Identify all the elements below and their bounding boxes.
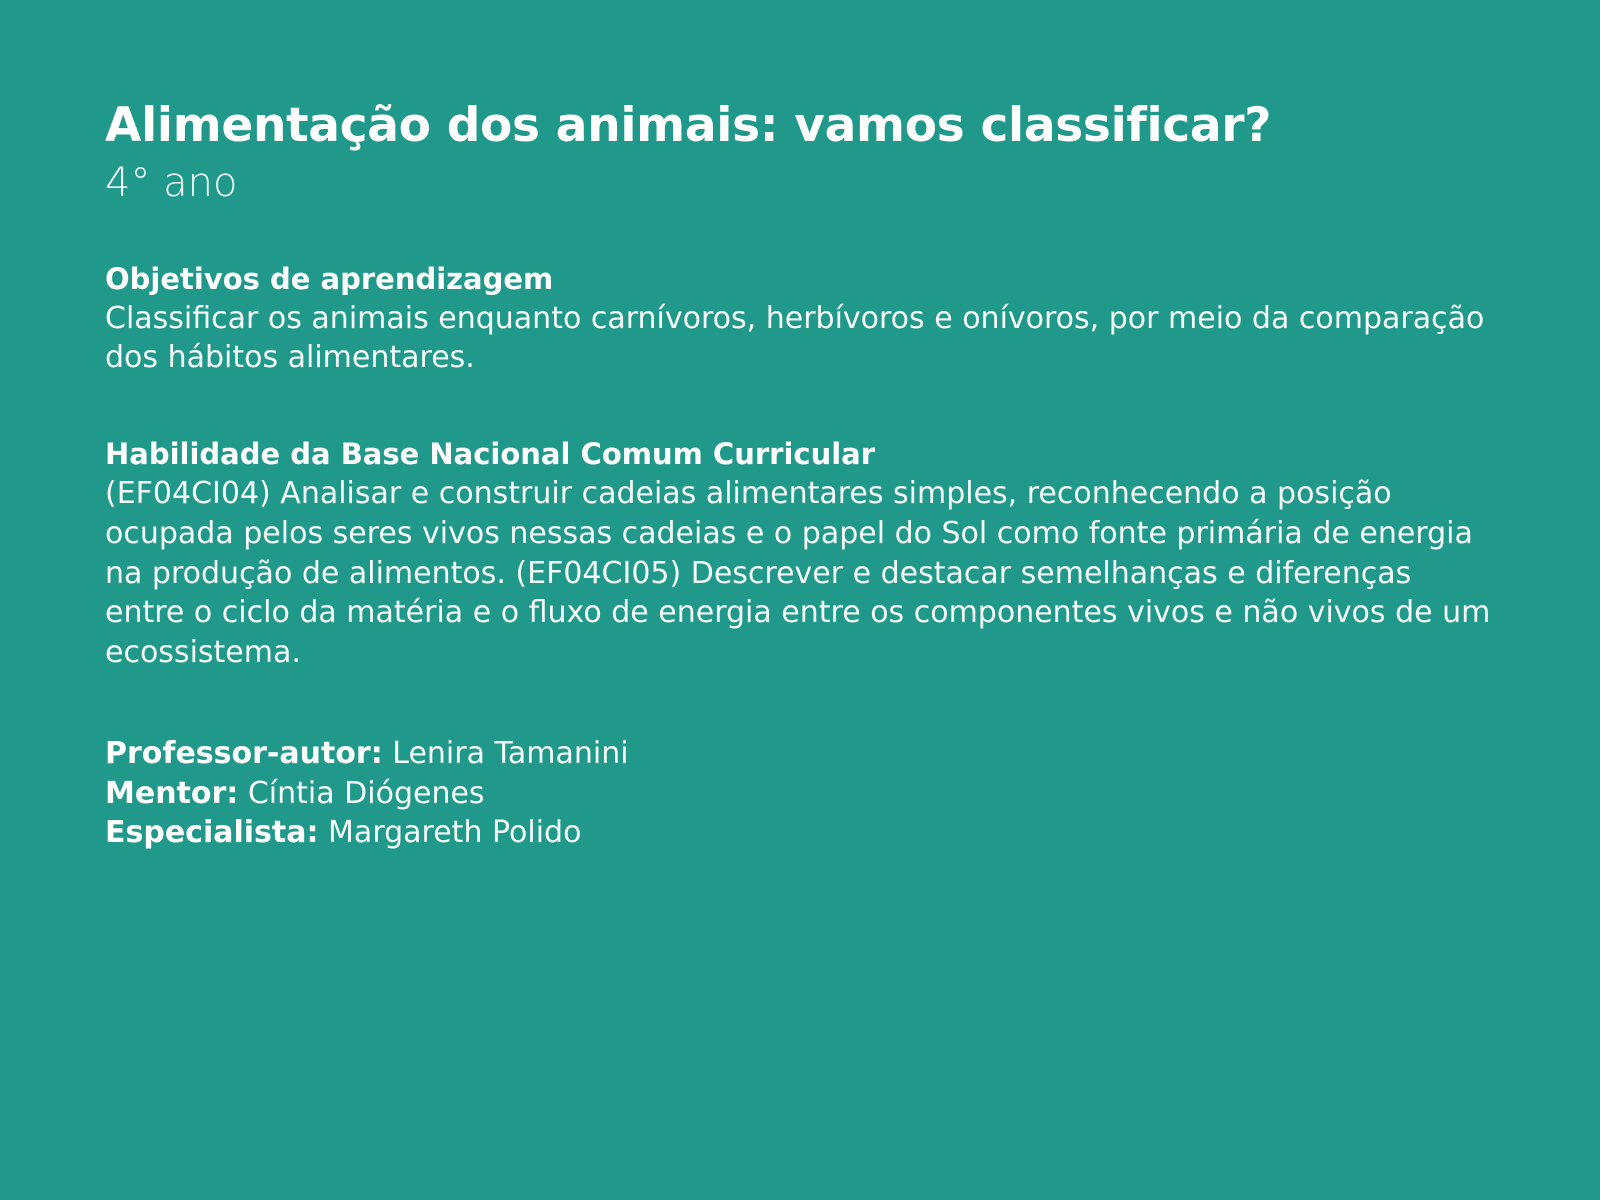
- credit-label-specialist: Especialista:: [105, 815, 319, 851]
- bncc-skill-body: (EF04CI04) Analisar e construir cadeias alimentares simples, reconhecendo a posição ocupada pelos seres vivos nessas cadeias e o papel do Sol como fonte primária de energia na produção de alimentos. (EF04CI05) Descrever e destacar semelhanças e diferenças entre o ciclo da matéria e o fluxo de energia entre os componentes vivos e não vivos de um ecossistema.: [105, 476, 1491, 670]
- learning-objectives-body: Classificar os animais enquanto carnívoros, herbívoros e onívoros, por meio da comparação dos hábitos alimentares.: [105, 300, 1485, 376]
- credit-value-specialist: Margareth Polido: [328, 815, 582, 851]
- credit-label-author: Professor-autor:: [105, 736, 383, 772]
- page-subtitle: 4° ano: [105, 159, 238, 206]
- credits-section: [105, 734, 1495, 853]
- credit-value-mentor: Cíntia Diógenes: [247, 775, 485, 811]
- page-title: Alimentação dos animais: vamos classificar?: [105, 98, 1272, 153]
- learning-objectives-heading: Objetivos de aprendizagem: [105, 261, 554, 296]
- credit-line-mentor: [105, 774, 1495, 814]
- credit-value-author: Lenira Tamanini: [392, 736, 629, 772]
- credit-line-specialist: [105, 813, 1495, 853]
- bncc-skill-heading: Habilidade da Base Nacional Comum Curricular: [105, 437, 876, 472]
- credit-label-mentor: Mentor:: [105, 775, 239, 811]
- credit-line-author: [105, 734, 1495, 774]
- bncc-skill-section: [105, 436, 1495, 672]
- learning-objectives-section: [105, 261, 1495, 378]
